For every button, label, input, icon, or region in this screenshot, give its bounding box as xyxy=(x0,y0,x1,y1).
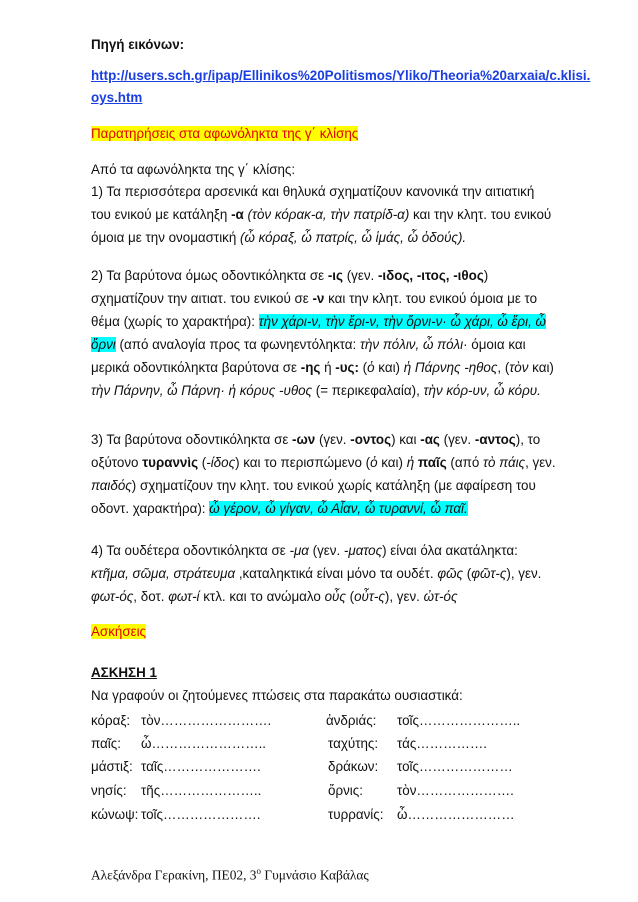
answer-blank[interactable]: ὦ…………………… xyxy=(397,807,515,822)
row-word: μάστιξ: xyxy=(91,759,133,774)
answer-blank[interactable]: τοῖς…………………. xyxy=(141,807,261,822)
p2-line5: μερικά οδοντικόληκτα βαρύτονα σε -ης ή -υς: (ὁ και) ἡ Πάρνης -ηθος, (τὸν και) xyxy=(91,360,554,375)
p1-line3: όμοια με την ονομαστική (ὦ κόραξ, ὦ πατρίς, ὦ ἱμάς, ὦ ὀδούς). xyxy=(91,230,467,245)
section-title-observations: Παρατηρήσεις στα αφωνόληκτα της γ΄ κλίσης xyxy=(91,126,359,141)
section-title-exercises: Ασκήσεις xyxy=(91,624,147,639)
row-word: ταχύτης: xyxy=(328,736,379,751)
answer-blank[interactable]: ὦ…………………….. xyxy=(141,736,267,751)
source-link-cont[interactable]: oys.htm xyxy=(91,90,143,105)
row-word: κώνωψ: xyxy=(91,807,139,822)
page-footer: Αλεξάνδρα Γερακίνη, ΠΕ02, $3^o$ Γυμνάσιο Καβάλας xyxy=(91,866,369,883)
row-word: δράκων: xyxy=(328,759,379,774)
p4-line1: 4) Τα ουδέτερα οδοντικόληκτα σε -μα (γεν. -ματος) είναι όλα ακατάληκτα: xyxy=(91,543,518,558)
row-word: νησίς: xyxy=(91,783,127,798)
intro-text: Από τα αφωνόληκτα της γ΄ κλίσης: xyxy=(91,162,296,177)
p2-line6: τὴν Πάρνην, ὦ Πάρνη· ἡ κόρυς -υθος (= περικεφαλαία), τὴν κόρ-υν, ὦ κόρυ. xyxy=(91,383,541,398)
row-word: παῖς: xyxy=(91,736,121,751)
row-word: τυρρανίς: xyxy=(328,807,384,822)
p2-line1: 2) Τα βαρύτονα όμως οδοντικόληκτα σε -ις (γεν. -ιδος, -ιτος, -ιθος) xyxy=(91,268,489,283)
p1-line1: 1) Τα περισσότερα αρσενικά και θηλυκά σχηματίζουν κανονικά την αιτιατική xyxy=(91,184,535,199)
p3-line2: οξύτονο τυραννὶς (-ίδος) και το περισπώμενο (ὁ και) ἡ παῖς (από τὸ πάις, γεν. xyxy=(91,455,556,470)
source-link[interactable]: http://users.sch.gr/ipap/Ellinikos%20Politismos/Yliko/Theoria%20arxaia/c.klisi. xyxy=(91,68,591,83)
p3-line3: παιδός) σχηματίζουν την κλητ. του ενικού χωρίς κατάληξη (με αφαίρεση του xyxy=(91,478,536,493)
highlight-vocatives: ὦ γέρον, ὦ γίγαν, ὦ Αἶαν, ὦ τυραννί, ὦ παῖ. xyxy=(209,501,468,516)
p4-line2: κτῆμα, σῶμα, στράτευμα ,καταληκτικά είναι μόνο τα ουδέτ. φῶς (φῶτ-ς), γεν. xyxy=(91,566,542,581)
p2-line3: θέμα (χωρίς το χαρακτήρα): τὴν χάρι-ν, τὴν ἔρι-ν, τὴν ὄρνι-ν· ὦ χάρι, ὦ ἔρι, ὦ xyxy=(91,314,546,329)
source-url-line1[interactable] xyxy=(91,68,590,84)
answer-blank[interactable]: τοῖς………………… xyxy=(397,759,513,774)
answer-blank[interactable]: τὸν…………………. xyxy=(397,783,514,798)
answer-blank[interactable]: τοῖς………………….. xyxy=(397,713,521,728)
p3-line1: 3) Τα βαρύτονα οδοντικόληκτα σε -ων (γεν. -οντος) και -ας (γεν. -αντος), το xyxy=(91,432,541,447)
p3-line4: οδοντ. χαρακτήρα): ὦ γέρον, ὦ γίγαν, ὦ Αἶαν, ὦ τυραννί, ὦ παῖ. xyxy=(91,501,468,516)
row-word: κόραξ: xyxy=(91,713,131,728)
source-label: Πηγή εικόνων: xyxy=(91,37,185,52)
source-url-line2[interactable] xyxy=(91,90,142,106)
p1-line2: του ενικού με κατάληξη -α (τὸν κόρακ-α, τὴν πατρίδ-α) και την κλητ. του ενικού xyxy=(91,207,552,222)
answer-blank[interactable]: τάς……………. xyxy=(397,736,487,751)
p2-line2: σχηματίζουν την αιτιατ. του ενικού σε -ν και την κλητ. του ενικού όμοια με το xyxy=(91,291,538,306)
row-word: ὄρνις: xyxy=(328,783,363,798)
row-word: ἀνδριάς: xyxy=(326,713,377,728)
answer-blank[interactable]: τὸν……………………. xyxy=(141,713,272,728)
answer-blank[interactable]: τῆς………………….. xyxy=(141,783,262,798)
answer-blank[interactable]: ταῖς…………………. xyxy=(141,759,261,774)
exercise-title: ΑΣΚΗΣΗ 1 xyxy=(91,665,157,680)
p2-line4: ὄρνι (από αναλογία προς τα φωνηεντόληκτα: τὴν πόλιν, ὦ πόλι· όμοια και xyxy=(91,337,526,352)
p4-line3: φωτ-ός, δοτ. φωτ-ί κτλ. και το ανώμαλο οὖς (οὖτ-ς), γεν. ὠτ-ός xyxy=(91,589,458,604)
exercise-instruction: Να γραφούν οι ζητούμενες πτώσεις στα παρακάτω ουσιαστικά: xyxy=(91,688,463,703)
highlight-examples: τὴν χάρι-ν, τὴν ἔρι-ν, τὴν ὄρνι-ν· ὦ χάρι, ὦ ἔρι, ὦ xyxy=(258,314,546,329)
